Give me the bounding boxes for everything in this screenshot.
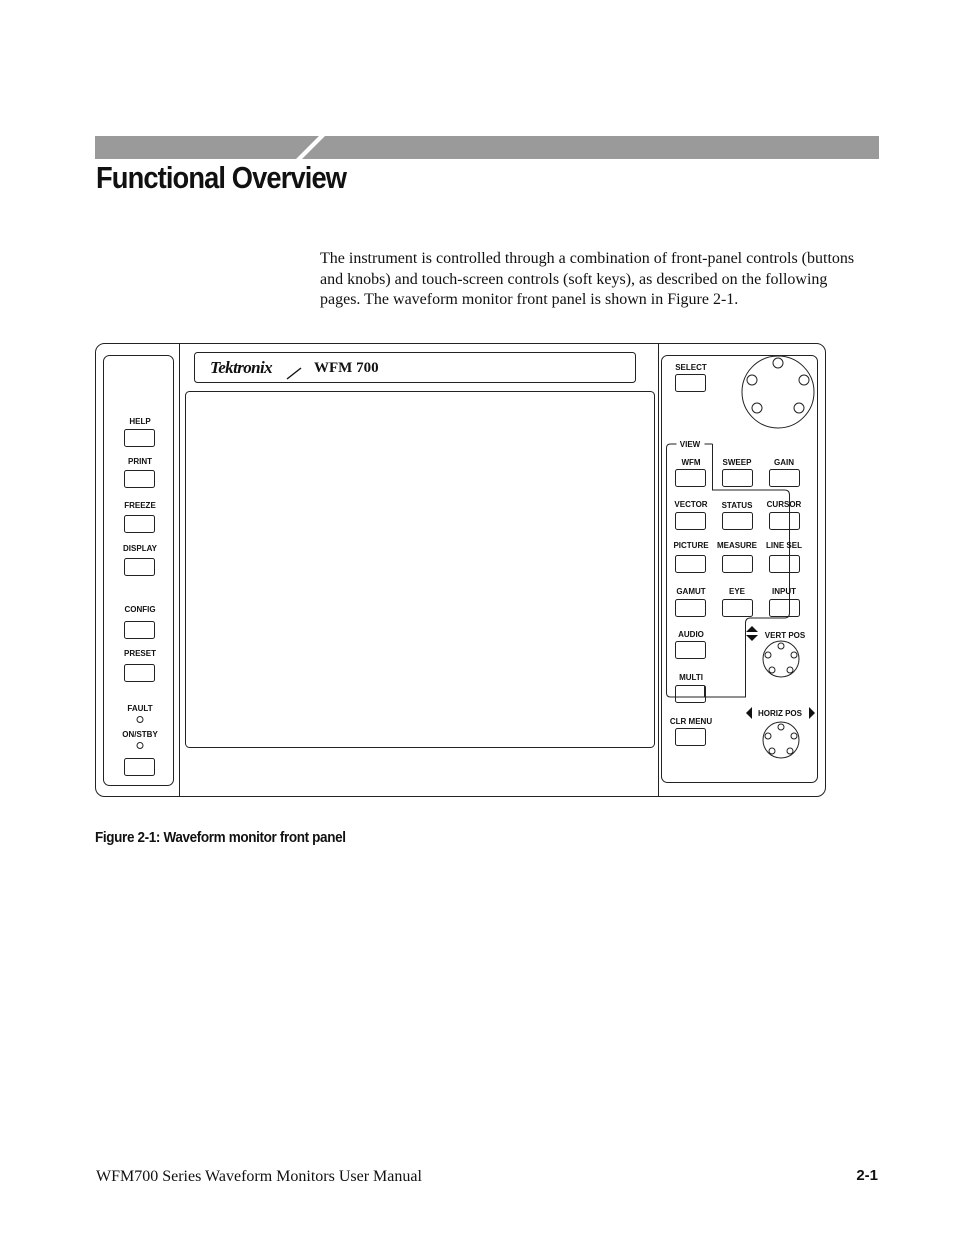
header-bar — [95, 136, 879, 159]
clr-menu-label: CLR MENU — [669, 717, 713, 726]
gain-button[interactable] — [770, 470, 800, 487]
freeze-label: FREEZE — [124, 501, 156, 510]
multi-label: MULTI — [679, 673, 703, 682]
eye-button[interactable] — [723, 600, 753, 617]
on-stby-indicator — [137, 743, 143, 749]
fault-indicator — [137, 717, 143, 723]
print-label: PRINT — [128, 457, 152, 466]
clr-menu-button[interactable] — [676, 729, 706, 746]
sweep-button[interactable] — [723, 470, 753, 487]
eye-label: EYE — [728, 587, 746, 596]
measure-button[interactable] — [723, 556, 753, 573]
config-label: CONFIG — [124, 605, 156, 614]
intro-paragraph: The instrument is controlled through a combination of front-panel controls (buttons and knobs) and touch-screen controls (soft keys), as described on the following pages. The waveform monitor front panel is shown in Figure 2-1. — [320, 250, 855, 308]
picture-button[interactable] — [676, 556, 706, 573]
vector-label: VECTOR — [674, 500, 708, 509]
print-button[interactable] — [125, 471, 155, 488]
vector-button[interactable] — [676, 513, 706, 530]
help-label: HELP — [129, 417, 151, 426]
select-knob[interactable] — [742, 356, 814, 428]
status-label: STATUS — [721, 501, 753, 510]
horiz-pos-label: HORIZ POS — [757, 709, 803, 718]
front-panel-figure — [95, 343, 827, 799]
power-button[interactable] — [125, 759, 155, 776]
horiz-pos-knob[interactable] — [763, 722, 799, 758]
cursor-label: CURSOR — [766, 500, 802, 509]
sweep-label: SWEEP — [722, 458, 752, 467]
audio-label: AUDIO — [678, 630, 704, 639]
panel-outline — [96, 344, 826, 797]
multi-button[interactable] — [676, 686, 706, 703]
status-button[interactable] — [723, 513, 753, 530]
fault-label: FAULT — [127, 704, 153, 713]
freeze-button[interactable] — [125, 516, 155, 533]
on-stby-label: ON/STBY — [122, 730, 158, 739]
audio-button[interactable] — [676, 642, 706, 659]
input-label: INPUT — [772, 587, 796, 596]
footer-manual-title: WFM700 Series Waveform Monitors User Manual — [96, 1168, 422, 1185]
tektronix-logo: Tektronix — [210, 358, 272, 377]
select-button[interactable] — [676, 375, 706, 392]
vert-pos-label: VERT POS — [764, 631, 806, 640]
page-title: Functional Overview — [96, 160, 347, 195]
picture-label: PICTURE — [673, 541, 709, 550]
input-button[interactable] — [770, 600, 800, 617]
vert-pos-knob[interactable] — [763, 641, 799, 677]
display-screen — [186, 392, 655, 748]
right-arrow-icon — [809, 707, 815, 719]
footer-page-number: 2-1 — [856, 1167, 878, 1184]
gamut-button[interactable] — [676, 600, 706, 617]
display-button[interactable] — [125, 559, 155, 576]
line-sel-button[interactable] — [770, 556, 800, 573]
view-group-label: VIEW — [679, 440, 701, 449]
select-label: SELECT — [675, 363, 707, 372]
preset-button[interactable] — [125, 665, 155, 682]
left-arrow-icon — [746, 707, 752, 719]
gamut-label: GAMUT — [676, 587, 706, 596]
wfm-button[interactable] — [676, 470, 706, 487]
cursor-button[interactable] — [770, 513, 800, 530]
figure-caption: Figure 2-1: Waveform monitor front panel — [95, 829, 346, 846]
line-sel-label: LINE SEL — [765, 541, 803, 550]
display-label: DISPLAY — [123, 544, 157, 553]
config-button[interactable] — [125, 622, 155, 639]
measure-label: MEASURE — [716, 541, 758, 550]
wfm-label: WFM — [681, 458, 701, 467]
preset-label: PRESET — [123, 649, 157, 658]
up-down-arrow-icon — [746, 626, 758, 641]
model-name: WFM 700 — [314, 360, 379, 376]
help-button[interactable] — [125, 430, 155, 447]
gain-label: GAIN — [774, 458, 794, 467]
